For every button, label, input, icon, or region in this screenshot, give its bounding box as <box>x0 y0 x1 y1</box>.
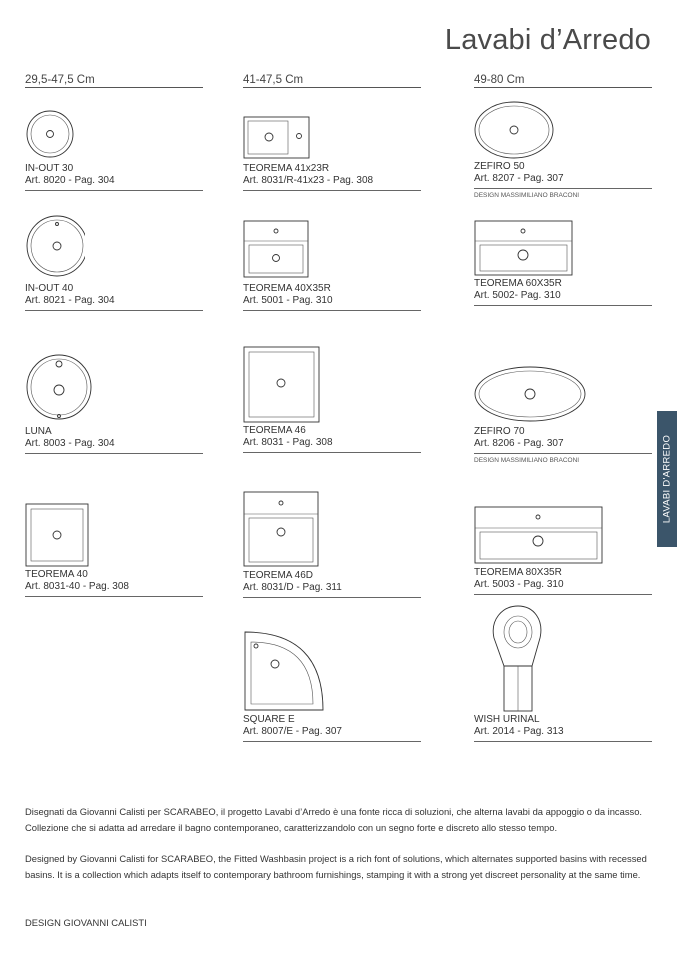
square-basin-icon <box>25 503 95 569</box>
round-basin-overflow-icon <box>25 354 95 426</box>
product-zefiro-50[interactable] <box>474 101 652 200</box>
product-name: ZEFIRO 70 <box>474 426 525 437</box>
rectangular-basin-side-tap-icon <box>243 115 313 163</box>
product-article: Art. 8031-40 - Pag. 308 <box>25 581 203 597</box>
product-article: Art. 8021 - Pag. 304 <box>25 295 203 311</box>
product-name: WISH URINAL <box>474 714 540 725</box>
wide-rectangular-basin-icon <box>474 505 606 567</box>
product-teorema-60x35r[interactable] <box>474 220 652 306</box>
product-teorema-46d[interactable] <box>243 490 421 598</box>
product-zefiro-70[interactable] <box>474 366 652 465</box>
product-credit: DESIGN MASSIMILIANO BRACONI <box>474 457 580 464</box>
product-article: Art. 8020 - Pag. 304 <box>25 175 203 191</box>
column-header-1: 29,5-47,5 Cm <box>25 74 203 88</box>
product-credit: DESIGN MASSIMILIANO BRACONI <box>474 192 580 199</box>
page-title: Lavabi d’Arredo <box>444 24 651 56</box>
section-side-tab[interactable] <box>657 411 677 547</box>
product-name: IN-OUT 40 <box>25 283 74 294</box>
product-luna[interactable] <box>25 354 203 454</box>
product-article: Art. 8207 - Pag. 307 <box>474 173 652 189</box>
product-name: SQUARE E <box>243 714 295 725</box>
product-article: Art. 5003 - Pag. 310 <box>474 579 652 595</box>
product-name: TEOREMA 46D <box>243 570 314 581</box>
product-name: TEOREMA 41x23R <box>243 163 330 174</box>
product-teorema-80x35r[interactable] <box>474 505 652 595</box>
product-article: Art. 8031/R-41x23 - Pag. 308 <box>243 175 421 191</box>
oval-basin-icon <box>474 366 594 426</box>
product-name: IN-OUT 30 <box>25 163 74 174</box>
column-header-2: 41-47,5 Cm <box>243 74 421 88</box>
product-article: Art. 2014 - Pag. 313 <box>474 726 652 742</box>
rectangular-basin-ledge-icon <box>243 219 313 283</box>
product-teorema-40x35r[interactable] <box>243 219 421 311</box>
product-name: TEOREMA 80X35R <box>474 567 562 578</box>
round-basin-icon <box>25 108 85 163</box>
product-name: LUNA <box>25 426 52 437</box>
round-basin-icon <box>25 213 85 283</box>
product-article: Art. 8031/D - Pag. 311 <box>243 582 421 598</box>
product-name: ZEFIRO 50 <box>474 161 525 172</box>
column-header-3: 49-80 Cm <box>474 74 652 88</box>
product-teorema-41x23r[interactable] <box>243 115 421 191</box>
product-in-out-30[interactable] <box>25 108 203 191</box>
product-square-e[interactable] <box>243 630 421 742</box>
square-basin-ledge-icon <box>243 490 323 570</box>
product-name: TEOREMA 60X35R <box>474 278 562 289</box>
description-italian: Disegnati da Giovanni Calisti per SCARABEO, il progetto Lavabi d’Arredo è una fonte ricca di soluzioni, che alterna lavabi da appoggio o da incasso. Collezione che si adatta ad arredare il bagno contemporaneo, caratterizzandolo con un segno forte e discreto allo stesso tempo. <box>25 806 643 833</box>
design-credit: DESIGN GIOVANNI CALISTI <box>25 917 147 928</box>
product-wish-urinal[interactable] <box>474 604 652 742</box>
rectangular-basin-ledge-icon <box>474 220 574 278</box>
side-tab-label: LAVABI D'ARREDO <box>661 434 673 524</box>
product-teorema-46[interactable] <box>243 345 421 453</box>
square-basin-icon <box>243 345 323 425</box>
urinal-icon <box>474 604 554 714</box>
product-teorema-40[interactable] <box>25 503 203 597</box>
oval-basin-icon <box>474 101 558 161</box>
product-name: TEOREMA 40 <box>25 569 88 580</box>
product-in-out-40[interactable] <box>25 213 203 311</box>
corner-basin-icon <box>243 630 327 714</box>
product-article: Art. 8003 - Pag. 304 <box>25 438 203 454</box>
description-english: Designed by Giovanni Calisti for SCARABEO, the Fitted Washbasin project is a rich font of solutions, which alternates supported basins with recessed basins. It is a collection which adapts itself to contemporary bathroom furnishings, stamping it with a strong yet discreet personality at the same time. <box>25 853 647 880</box>
product-article: Art. 8206 - Pag. 307 <box>474 438 652 454</box>
product-article: Art. 8031 - Pag. 308 <box>243 437 421 453</box>
product-article: Art. 8007/E - Pag. 307 <box>243 726 421 742</box>
product-article: Art. 5001 - Pag. 310 <box>243 295 421 311</box>
product-article: Art. 5002- Pag. 310 <box>474 290 652 306</box>
product-name: TEOREMA 46 <box>243 425 306 436</box>
product-name: TEOREMA 40X35R <box>243 283 331 294</box>
